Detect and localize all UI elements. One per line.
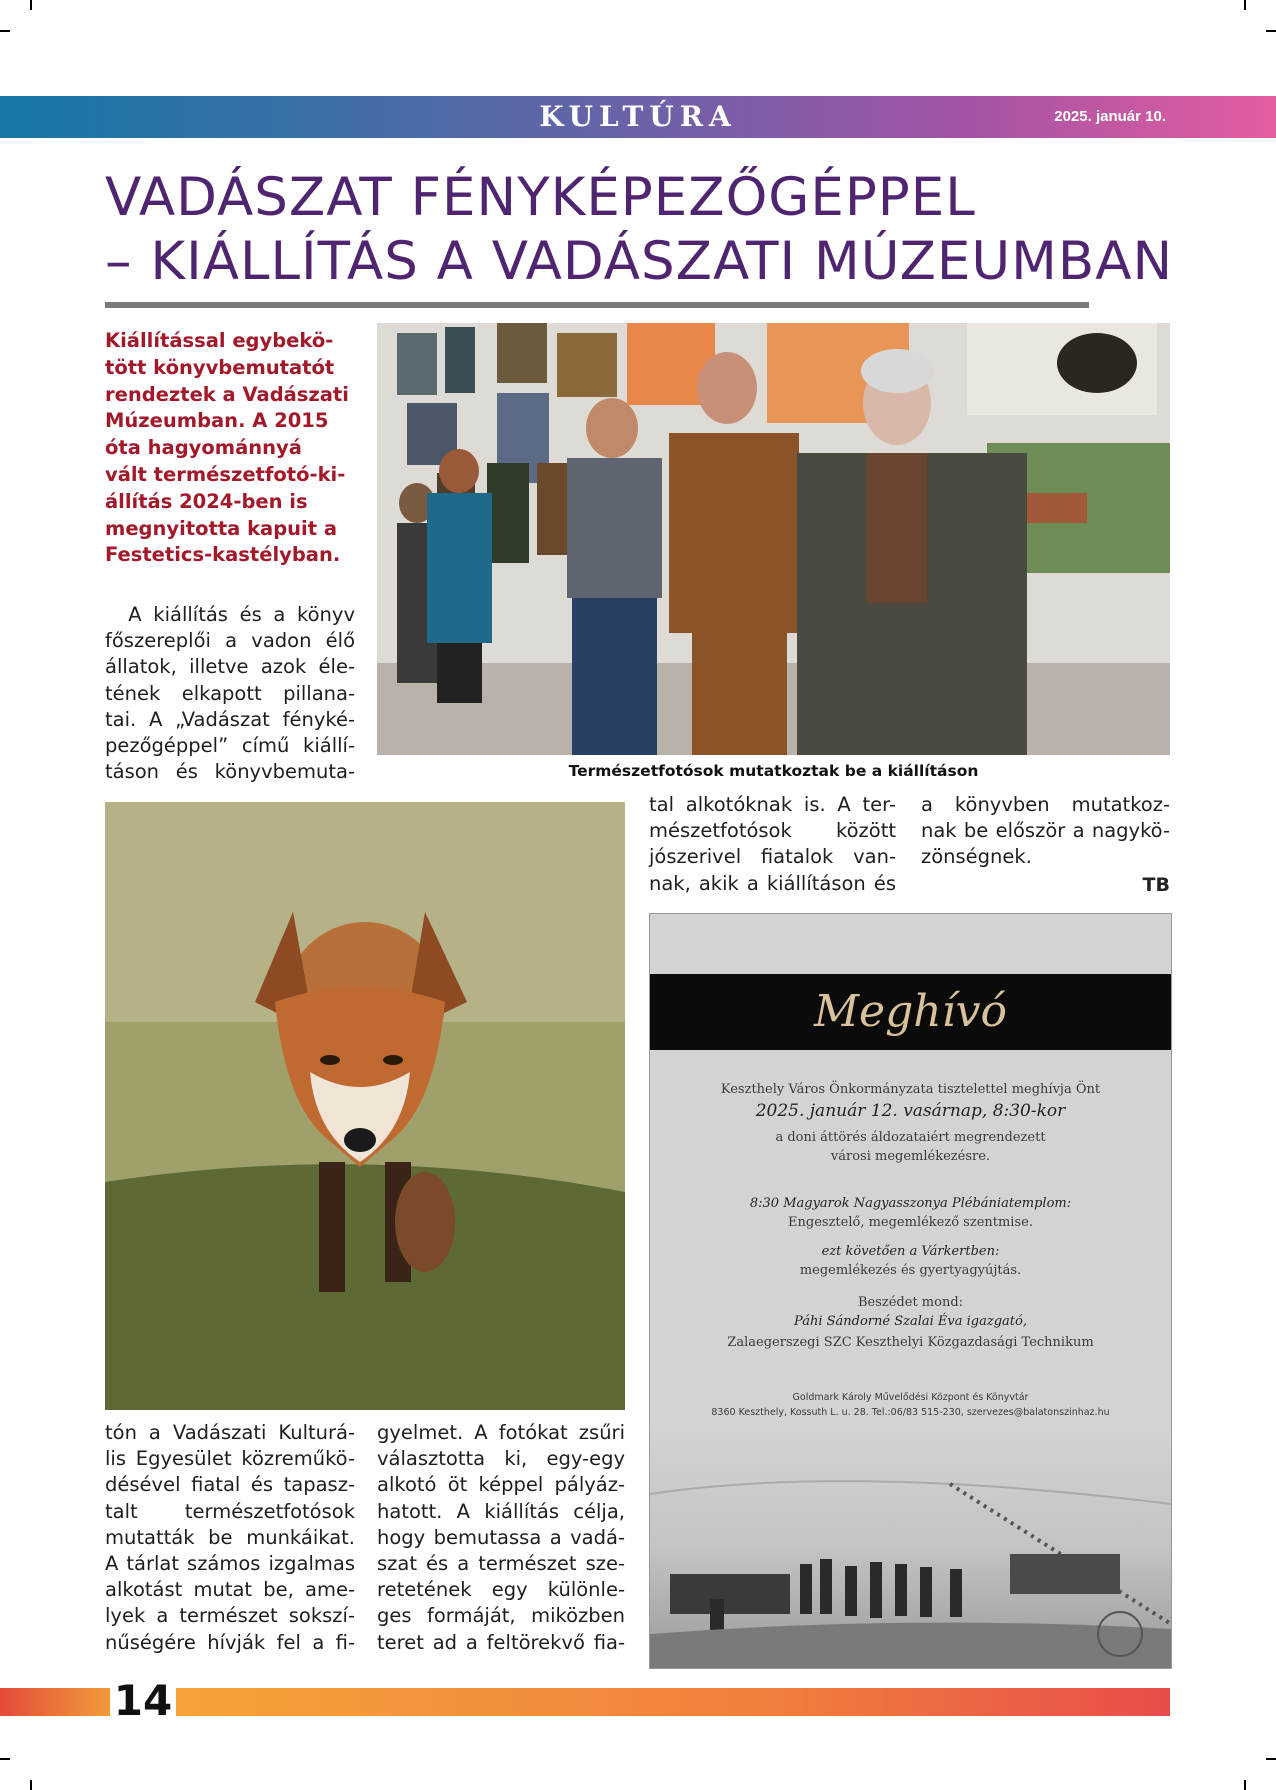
invitation-line: városi megemlékezésre. [830,1149,991,1164]
invitation-line: a doni áttörés áldozataiért megrendezett [775,1130,1046,1145]
invitation-organizer: Goldmark Károly Művelődési Központ és Könyvtár [792,1392,1029,1403]
body-line: hogy bemutassa a vadá- [377,1525,625,1549]
invitation-line: ezt követően a Várkertben: [821,1244,1000,1259]
body-line: alkotó öt képpel pályáz- [377,1473,625,1497]
body-line: pezőgéppel” című kiállí- [105,734,355,758]
body-line: a könyvben mutatkoz- [921,793,1170,816]
lead-line: Festetics-kastélyban. [105,543,341,567]
body-line: teret ad a feltörekvő fia- [377,1630,625,1654]
footer-band-right [176,1688,1170,1716]
body-line: nak be először a nagykö- [921,819,1170,843]
lead-line: óta hagyománnyá [105,436,302,460]
body-line: választotta ki, egy-egy [377,1447,625,1471]
body-column-4-top [921,792,1170,871]
body-line: A tárlat számos izgalmas [105,1552,355,1576]
invitation-line: 8:30 Magyarok Nagyasszonya Plébániatemplom: [749,1196,1072,1211]
invitation-heading: Meghívó [813,986,1007,1037]
body-column-1-bottom [105,1420,355,1656]
body-column-1-top [105,602,355,785]
body-line: zönségnek. [921,845,1032,869]
crop-mark [1244,0,1246,10]
body-line: lyek a természet sokszí- [105,1604,355,1628]
body-line: tón a Vadászati Kulturá- [105,1421,355,1444]
fox-illustration [105,802,625,1410]
body-line: nak, akik a kiállításon és [649,871,896,895]
lead-line: tött könyvbemutatót [105,355,335,379]
body-line: állatok, illetve azok éle- [105,655,355,679]
lead-line: megnyitotta kapuit a [105,516,338,540]
body-line: lis Egyesület közreműkö- [105,1447,355,1471]
author-signature: TB [1142,874,1170,896]
lead-line: Kiállítással egybekö- [105,329,334,352]
lead-line: állítás 2024-ben is [105,489,308,513]
body-line: désével fiatal és tapasz- [105,1473,355,1497]
body-column-3-top [649,792,896,897]
exhibition-photo [377,323,1170,755]
footer-band-left [0,1688,110,1716]
body-line: szat és a természet sze- [377,1552,625,1576]
body-line: alkotást mutat be, ame- [105,1578,355,1602]
fox-photo [105,802,625,1410]
body-line: A kiállítás és a könyv [105,603,355,626]
body-line: talt természetfotósok [105,1499,355,1523]
body-line: mutatták be munkáikat. [105,1525,355,1549]
invitation-line: Zalaegerszegi SZC Keszthelyi Közgazdasági Technikum [727,1335,1094,1350]
body-line: nűségére hívják fel a fi- [105,1630,355,1654]
body-line: ges formáját, miközben [377,1604,625,1628]
invitation-line: Beszédet mond: [857,1295,964,1310]
body-column-2-bottom [377,1420,625,1656]
lead-line: rendeztek a Vadászati [105,382,349,406]
body-line: mészetfotósok között [649,819,896,843]
crop-mark [1266,1758,1276,1760]
crop-mark [1266,30,1276,32]
lead-paragraph [105,328,355,569]
body-line: főszereplői a vadon élő [105,629,355,653]
crop-mark [0,30,10,32]
headline-rule [105,302,1089,308]
invitation-card [649,913,1172,1669]
lead-line: vált természetfotó-ki- [105,462,346,486]
exhibition-photo-illustration [377,323,1170,755]
body-line: retetének egy különle- [377,1578,625,1602]
invitation-date: 2025. január 12. vasárnap, 8:30-kor [755,1101,1066,1121]
section-title: KULTÚRA [539,100,737,133]
invitation-line: Páhi Sándorné Szalai Éva igazgató, [794,1314,1027,1329]
page-number: 14 [113,1676,173,1725]
crop-mark [1244,1780,1246,1790]
body-line: tai. A „Vadászat fényké- [105,707,355,731]
crop-mark [30,1780,32,1790]
invitation-line: Keszthely Város Önkormányzata tisztelettel meghívja Önt [720,1082,1101,1097]
headline-line-2: – KIÁLLÍTÁS A VADÁSZATI MÚZEUMBAN [105,231,1174,292]
headline-line-1: VADÁSZAT FÉNYKÉPEZŐGÉPPEL [105,167,976,228]
invitation-line: Engesztelő, megemlékező szentmise. [788,1215,1033,1230]
body-line: hatott. A kiállítás célja, [377,1499,625,1523]
issue-date: 2025. január 10. [1054,108,1166,125]
body-line: jószerivel fiatalok van- [649,845,896,869]
invitation-line: megemlékezés és gyertyagyújtás. [799,1263,1022,1278]
invitation-address: 8360 Keszthely, Kossuth L. u. 28. Tel.:06/83 515-230, szervezes@balatonszinhaz.hu [711,1407,1110,1418]
historical-photo [650,1424,1171,1668]
crop-mark [30,0,32,10]
lead-line: Múzeumban. A 2015 [105,409,329,433]
body-line: tének elkapott pillana- [105,681,355,705]
exhibition-photo-caption: Természetfotósok mutatkoztak be a kiállításon [568,762,979,780]
crop-mark [0,1758,10,1760]
body-line: táson és könyvbemuta- [105,760,355,784]
body-line: gyelmet. A fotókat zsűri [377,1421,625,1444]
body-line: tal alkotóknak is. A ter- [649,793,896,816]
